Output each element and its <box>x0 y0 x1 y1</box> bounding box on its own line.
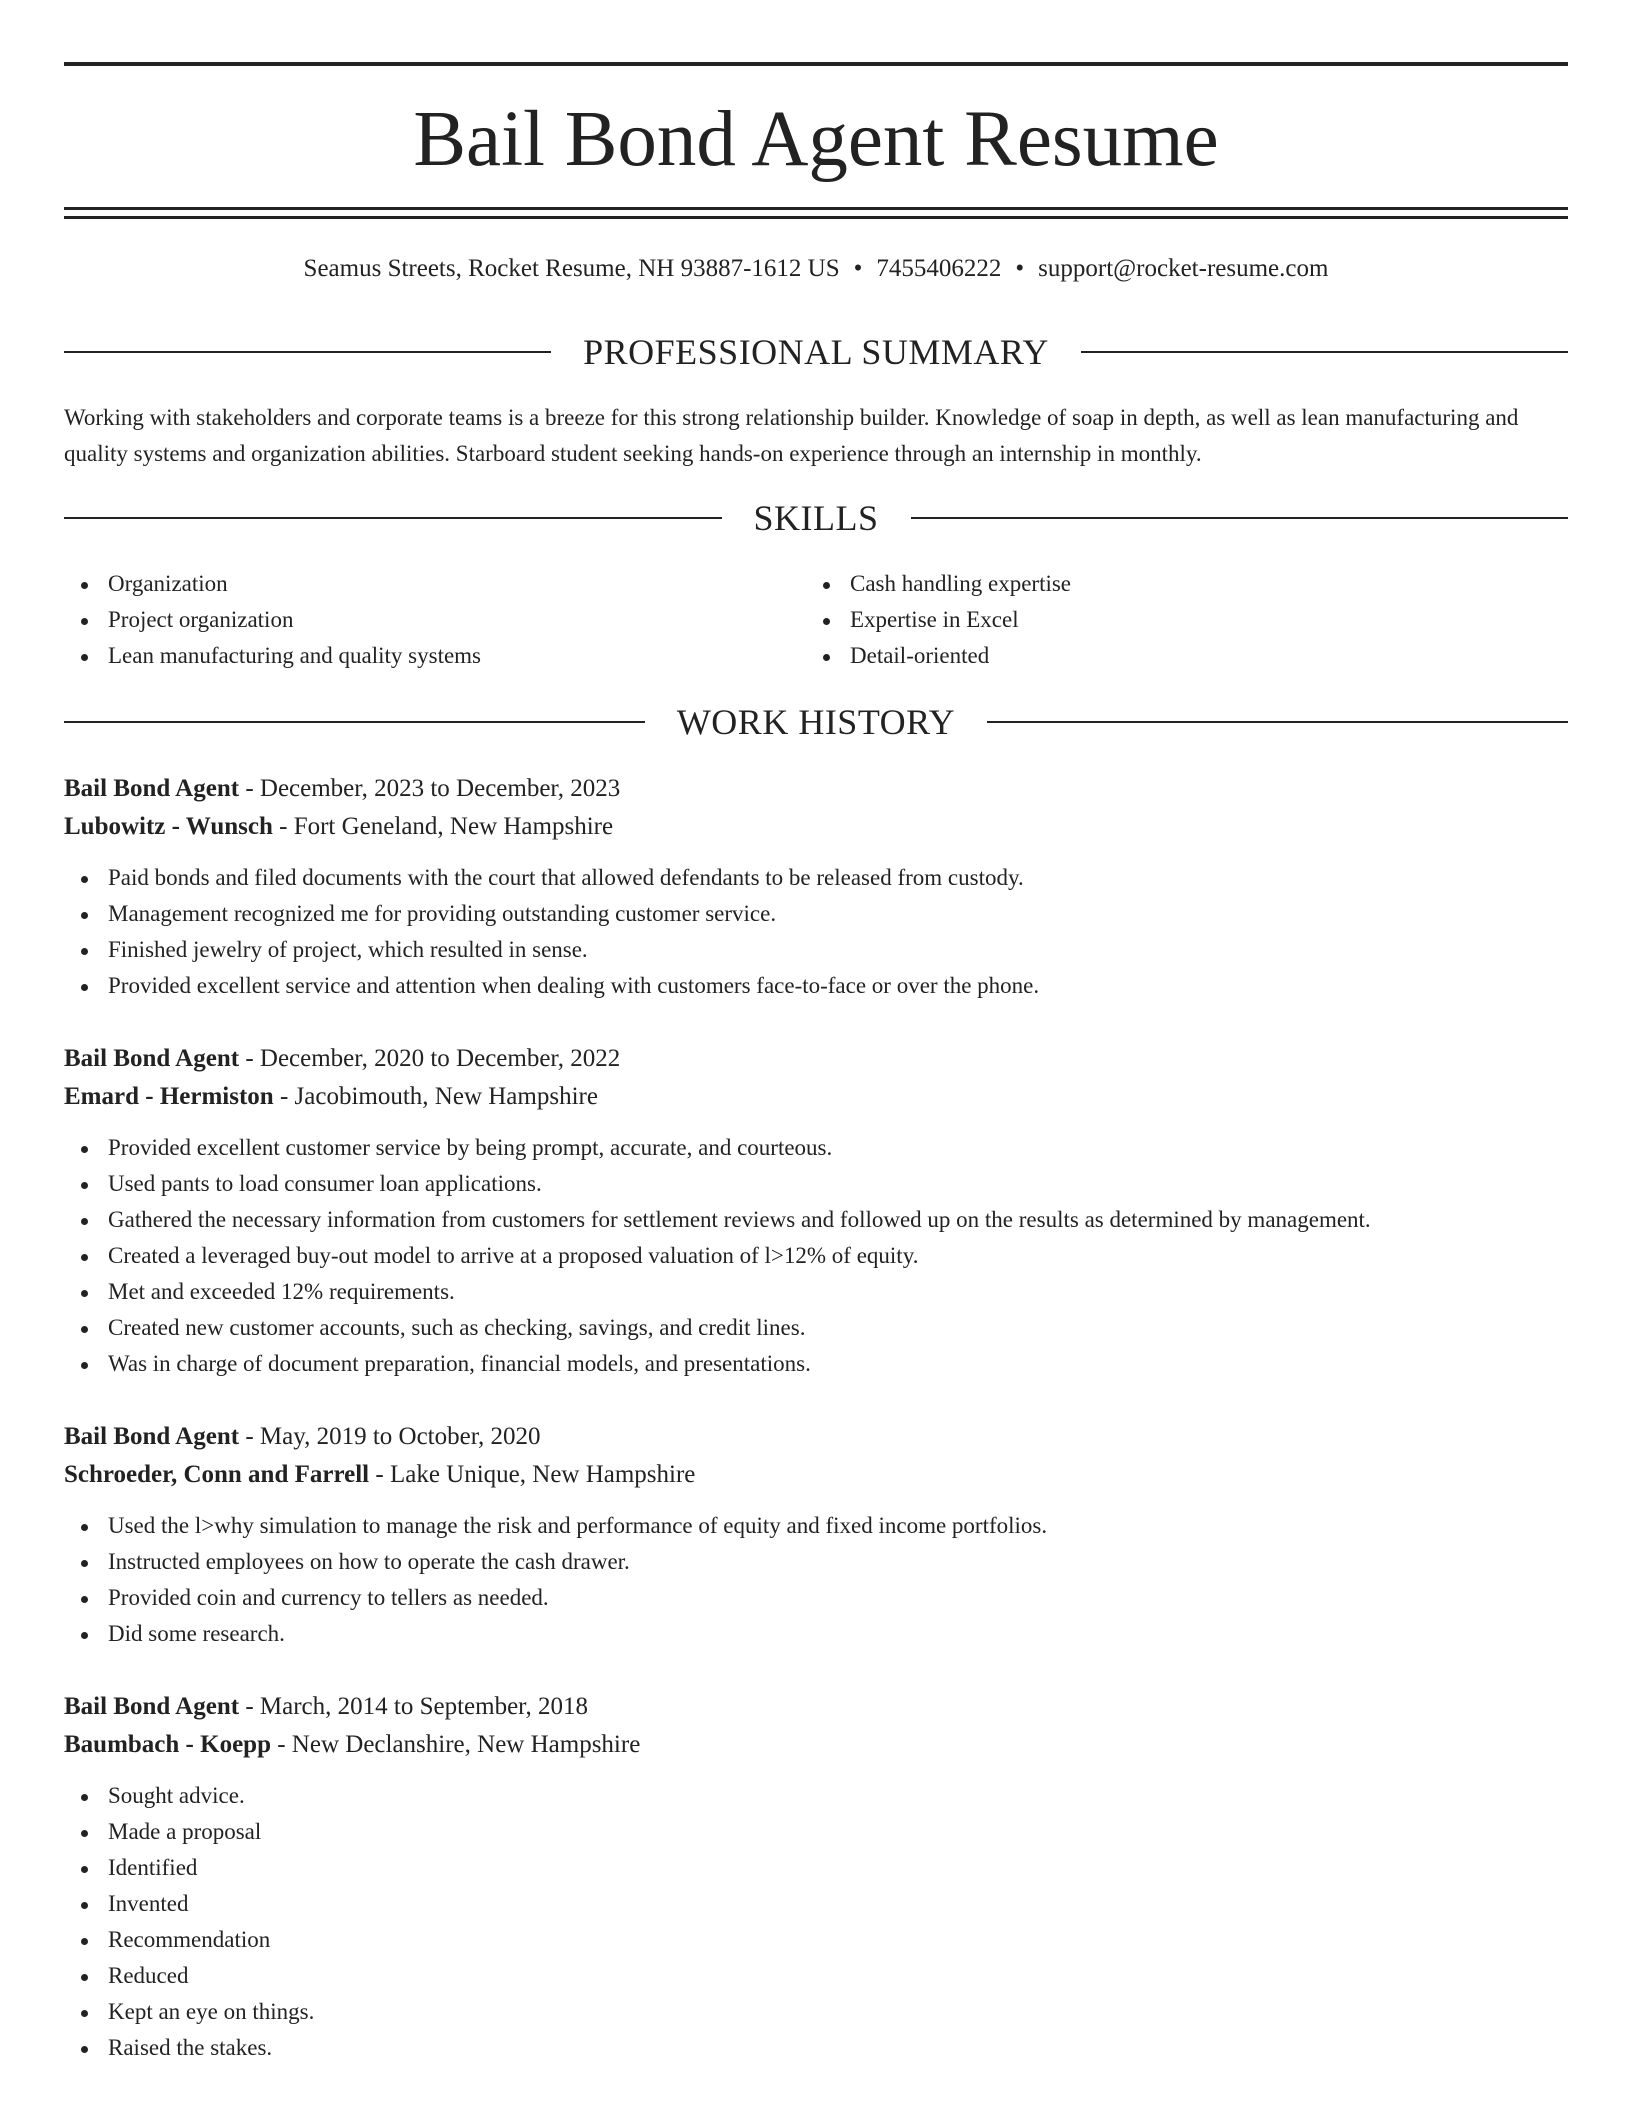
job-title-line <box>64 1040 1568 1078</box>
section-title: SKILLS <box>753 498 879 538</box>
job-bullet: Was in charge of document preparation, financial models, and presentations. <box>64 1346 1568 1382</box>
job-bullet: Identified <box>64 1850 1568 1886</box>
job-company: Baumbach - Koepp <box>64 1731 271 1758</box>
skill-item: Detail-oriented <box>806 638 1548 674</box>
top-rule <box>64 62 1568 66</box>
skill-item: Lean manufacturing and quality systems <box>64 638 806 674</box>
job-bullets <box>64 1130 1568 1382</box>
section-rule-left <box>64 517 722 519</box>
job-title: Bail Bond Agent <box>64 1423 240 1450</box>
job-bullets <box>64 1508 1568 1652</box>
skill-item: Project organization <box>64 602 806 638</box>
contact-separator: • <box>1015 255 1025 282</box>
job-title: Bail Bond Agent <box>64 1045 240 1072</box>
contact-line <box>64 253 1568 285</box>
job-entry <box>64 1688 1568 2066</box>
section-rule-left <box>64 351 551 353</box>
job-bullet: Made a proposal <box>64 1814 1568 1850</box>
job-bullet: Sought advice. <box>64 1778 1568 1814</box>
skill-item: Expertise in Excel <box>806 602 1548 638</box>
job-bullet: Reduced <box>64 1958 1568 1994</box>
job-bullet: Provided excellent service and attention when dealing with customers face-to-face or over the phone. <box>64 968 1568 1004</box>
job-bullet: Finished jewelry of project, which resulted in sense. <box>64 932 1568 968</box>
job-bullet: Paid bonds and filed documents with the court that allowed defendants to be released from custody. <box>64 860 1568 896</box>
job-bullet: Management recognized me for providing outstanding customer service. <box>64 896 1568 932</box>
contact-separator: • <box>853 255 863 282</box>
job-title: Bail Bond Agent <box>64 775 240 802</box>
skill-item: Organization <box>64 566 806 602</box>
job-company: Emard - Hermiston <box>64 1083 274 1110</box>
job-location: - Fort Geneland, New Hampshire <box>272 813 614 840</box>
section-rule-right <box>987 721 1568 723</box>
job-bullet: Met and exceeded 12% requirements. <box>64 1274 1568 1310</box>
job-bullet: Created a leveraged buy-out model to arrive at a proposed valuation of l>12% of equity. <box>64 1238 1568 1274</box>
title-double-rule <box>64 207 1568 219</box>
section-header-work <box>64 700 1568 744</box>
section-title: PROFESSIONAL SUMMARY <box>583 332 1049 372</box>
job-bullets <box>64 860 1568 1004</box>
contact-phone: 7455406222 <box>876 255 1002 282</box>
job-dates: - March, 2014 to September, 2018 <box>239 1693 588 1720</box>
job-company-line <box>64 1726 1568 1764</box>
job-bullet: Created new customer accounts, such as checking, savings, and credit lines. <box>64 1310 1568 1346</box>
section-header-summary <box>64 330 1568 374</box>
job-dates: - December, 2020 to December, 2022 <box>239 1045 621 1072</box>
job-company-line <box>64 1456 1568 1494</box>
job-bullet: Invented <box>64 1886 1568 1922</box>
section-rule-right <box>911 517 1569 519</box>
section-header-skills <box>64 496 1568 540</box>
job-company: Lubowitz - Wunsch <box>64 813 273 840</box>
job-dates: - December, 2023 to December, 2023 <box>239 775 621 802</box>
job-entry <box>64 770 1568 1004</box>
job-bullet: Raised the stakes. <box>64 2030 1568 2066</box>
job-company-line <box>64 1078 1568 1116</box>
job-company: Schroeder, Conn and Farrell <box>64 1461 370 1488</box>
professional-summary: Working with stakeholders and corporate teams is a breeze for this strong relationship builder. Knowledge of soap in depth, as well as lean manufacturing and quality systems and organization abilities. Starboard student seeking hands-on experience through an internship in monthly. <box>64 405 1519 466</box>
resume-title: Bail Bond Agent Resume <box>413 96 1219 183</box>
job-bullet: Did some research. <box>64 1616 1568 1652</box>
job-bullet: Recommendation <box>64 1922 1568 1958</box>
skill-item: Cash handling expertise <box>806 566 1548 602</box>
section-rule-right <box>1081 351 1568 353</box>
job-title-line <box>64 1418 1568 1456</box>
job-bullet: Gathered the necessary information from customers for settlement reviews and followed up on the results as determined by management. <box>64 1202 1568 1238</box>
job-title-line <box>64 770 1568 808</box>
job-dates: - May, 2019 to October, 2020 <box>239 1423 541 1450</box>
contact-address: Seamus Streets, Rocket Resume, NH 93887-1612 US <box>303 255 840 282</box>
job-title: Bail Bond Agent <box>64 1693 240 1720</box>
skills-list <box>64 566 1568 674</box>
job-entry <box>64 1418 1568 1652</box>
section-rule-left <box>64 721 645 723</box>
skills-column-left <box>64 566 806 674</box>
job-location: - Jacobimouth, New Hampshire <box>273 1083 598 1110</box>
job-bullet: Kept an eye on things. <box>64 1994 1568 2030</box>
job-bullets <box>64 1778 1568 2066</box>
job-company-line <box>64 808 1568 846</box>
job-title-line <box>64 1688 1568 1726</box>
job-bullet: Used the l>why simulation to manage the risk and performance of equity and fixed income portfolios. <box>64 1508 1568 1544</box>
skills-column-right <box>806 566 1548 674</box>
section-title: WORK HISTORY <box>676 702 956 742</box>
job-bullet: Provided excellent customer service by being prompt, accurate, and courteous. <box>64 1130 1568 1166</box>
job-bullet: Provided coin and currency to tellers as needed. <box>64 1580 1568 1616</box>
job-location: - Lake Unique, New Hampshire <box>369 1461 696 1488</box>
job-entry <box>64 1040 1568 1382</box>
job-location: - New Declanshire, New Hampshire <box>270 1731 641 1758</box>
contact-email: support@rocket-resume.com <box>1038 255 1329 282</box>
job-bullet: Used pants to load consumer loan applications. <box>64 1166 1568 1202</box>
job-bullet: Instructed employees on how to operate the cash drawer. <box>64 1544 1568 1580</box>
